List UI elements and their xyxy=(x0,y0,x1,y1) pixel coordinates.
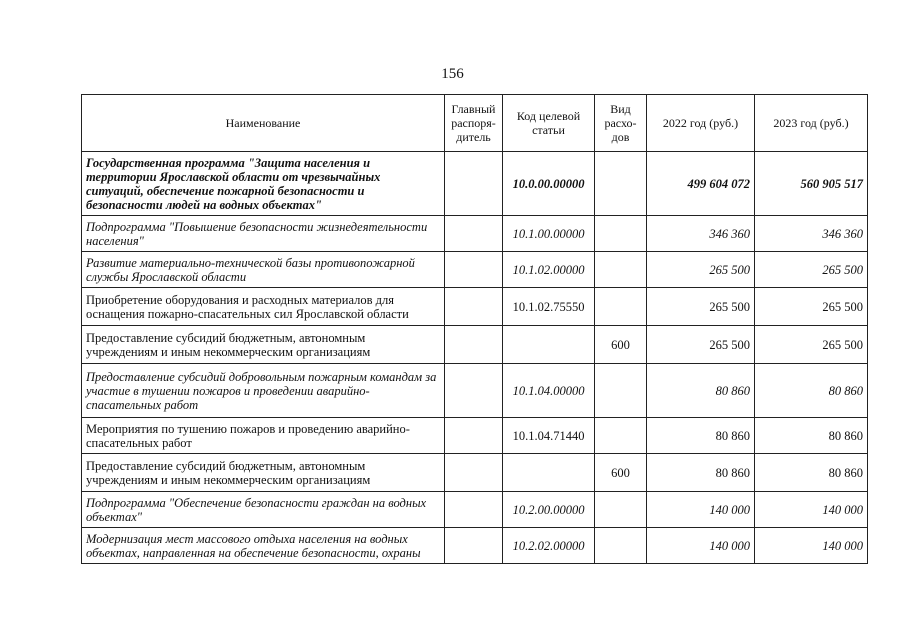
cell-kind xyxy=(595,252,647,288)
header-kind: Вид расхо-дов xyxy=(595,95,647,152)
cell-name: Модернизация мест массового отдыха населения на водных объектах, направленная на обеспечение безопасности, охраны xyxy=(82,528,445,564)
cell-code: 10.1.02.00000 xyxy=(503,252,595,288)
cell-name: Развитие материально-технической базы противопожарной службы Ярославской области xyxy=(82,252,445,288)
cell-admin xyxy=(445,288,503,326)
table-row xyxy=(82,252,868,288)
table-row xyxy=(82,152,868,216)
header-2023: 2023 год (руб.) xyxy=(755,95,868,152)
cell-code: 10.1.00.00000 xyxy=(503,216,595,252)
page-number: 156 xyxy=(441,66,464,82)
cell-code xyxy=(503,326,595,364)
cell-y2023: 265 500 xyxy=(755,288,868,326)
table-row xyxy=(82,454,868,492)
cell-y2023: 80 860 xyxy=(755,364,868,418)
header-code: Код целевой статьи xyxy=(503,95,595,152)
cell-name: Предоставление субсидий бюджетным, автономным учреждениям и иным некоммерческим организациям xyxy=(82,454,445,492)
header-2022: 2022 год (руб.) xyxy=(647,95,755,152)
header-admin: Главный распоря-дитель xyxy=(445,95,503,152)
cell-y2022: 140 000 xyxy=(647,492,755,528)
table-body xyxy=(82,152,868,564)
cell-code: 10.1.04.71440 xyxy=(503,418,595,454)
cell-kind xyxy=(595,152,647,216)
cell-admin xyxy=(445,364,503,418)
cell-admin xyxy=(445,528,503,564)
cell-kind xyxy=(595,364,647,418)
cell-admin xyxy=(445,152,503,216)
cell-y2023: 80 860 xyxy=(755,454,868,492)
cell-code: 10.2.00.00000 xyxy=(503,492,595,528)
cell-kind xyxy=(595,216,647,252)
cell-admin xyxy=(445,326,503,364)
table-row xyxy=(82,528,868,564)
cell-y2022: 80 860 xyxy=(647,454,755,492)
cell-y2022: 80 860 xyxy=(647,418,755,454)
cell-kind xyxy=(595,528,647,564)
cell-name: Приобретение оборудования и расходных материалов для оснащения пожарно-спасательных сил Ярославской области xyxy=(82,288,445,326)
cell-kind: 600 xyxy=(595,326,647,364)
cell-y2023: 265 500 xyxy=(755,326,868,364)
cell-y2023: 560 905 517 xyxy=(755,152,868,216)
budget-table xyxy=(81,94,868,564)
table-row xyxy=(82,418,868,454)
cell-admin xyxy=(445,216,503,252)
cell-code xyxy=(503,454,595,492)
cell-kind xyxy=(595,288,647,326)
cell-y2022: 346 360 xyxy=(647,216,755,252)
table-row xyxy=(82,364,868,418)
cell-code: 10.0.00.00000 xyxy=(503,152,595,216)
cell-y2023: 265 500 xyxy=(755,252,868,288)
cell-name: Предоставление субсидий добровольным пожарным командам за участие в тушении пожаров и проведении аварийно-спасательных работ xyxy=(82,364,445,418)
header-name: Наименование xyxy=(82,95,445,152)
cell-y2023: 346 360 xyxy=(755,216,868,252)
cell-name: Подпрограмма "Обеспечение безопасности граждан на водных объектах" xyxy=(82,492,445,528)
table-row xyxy=(82,326,868,364)
cell-name: Мероприятия по тушению пожаров и проведению аварийно-спасательных работ xyxy=(82,418,445,454)
cell-code: 10.1.04.00000 xyxy=(503,364,595,418)
table-row xyxy=(82,216,868,252)
cell-admin xyxy=(445,454,503,492)
cell-y2022: 265 500 xyxy=(647,252,755,288)
cell-kind xyxy=(595,492,647,528)
cell-code: 10.2.02.00000 xyxy=(503,528,595,564)
cell-admin xyxy=(445,418,503,454)
cell-y2023: 140 000 xyxy=(755,492,868,528)
cell-y2022: 80 860 xyxy=(647,364,755,418)
cell-y2022: 499 604 072 xyxy=(647,152,755,216)
cell-name: Предоставление субсидий бюджетным, автономным учреждениям и иным некоммерческим организациям xyxy=(82,326,445,364)
cell-code: 10.1.02.75550 xyxy=(503,288,595,326)
cell-name: Государственная программа "Защита населения и территории Ярославской области от чрезвычайных ситуаций, обеспечение пожарной безопасности и безопасности людей на водных объектах" xyxy=(82,152,445,216)
cell-name: Подпрограмма "Повышение безопасности жизнедеятельности населения" xyxy=(82,216,445,252)
cell-admin xyxy=(445,252,503,288)
table-header-row xyxy=(82,95,868,152)
cell-y2022: 265 500 xyxy=(647,288,755,326)
cell-y2023: 140 000 xyxy=(755,528,868,564)
cell-kind: 600 xyxy=(595,454,647,492)
cell-y2023: 80 860 xyxy=(755,418,868,454)
cell-y2022: 265 500 xyxy=(647,326,755,364)
cell-kind xyxy=(595,418,647,454)
cell-admin xyxy=(445,492,503,528)
table-row xyxy=(82,492,868,528)
cell-y2022: 140 000 xyxy=(647,528,755,564)
table-row xyxy=(82,288,868,326)
